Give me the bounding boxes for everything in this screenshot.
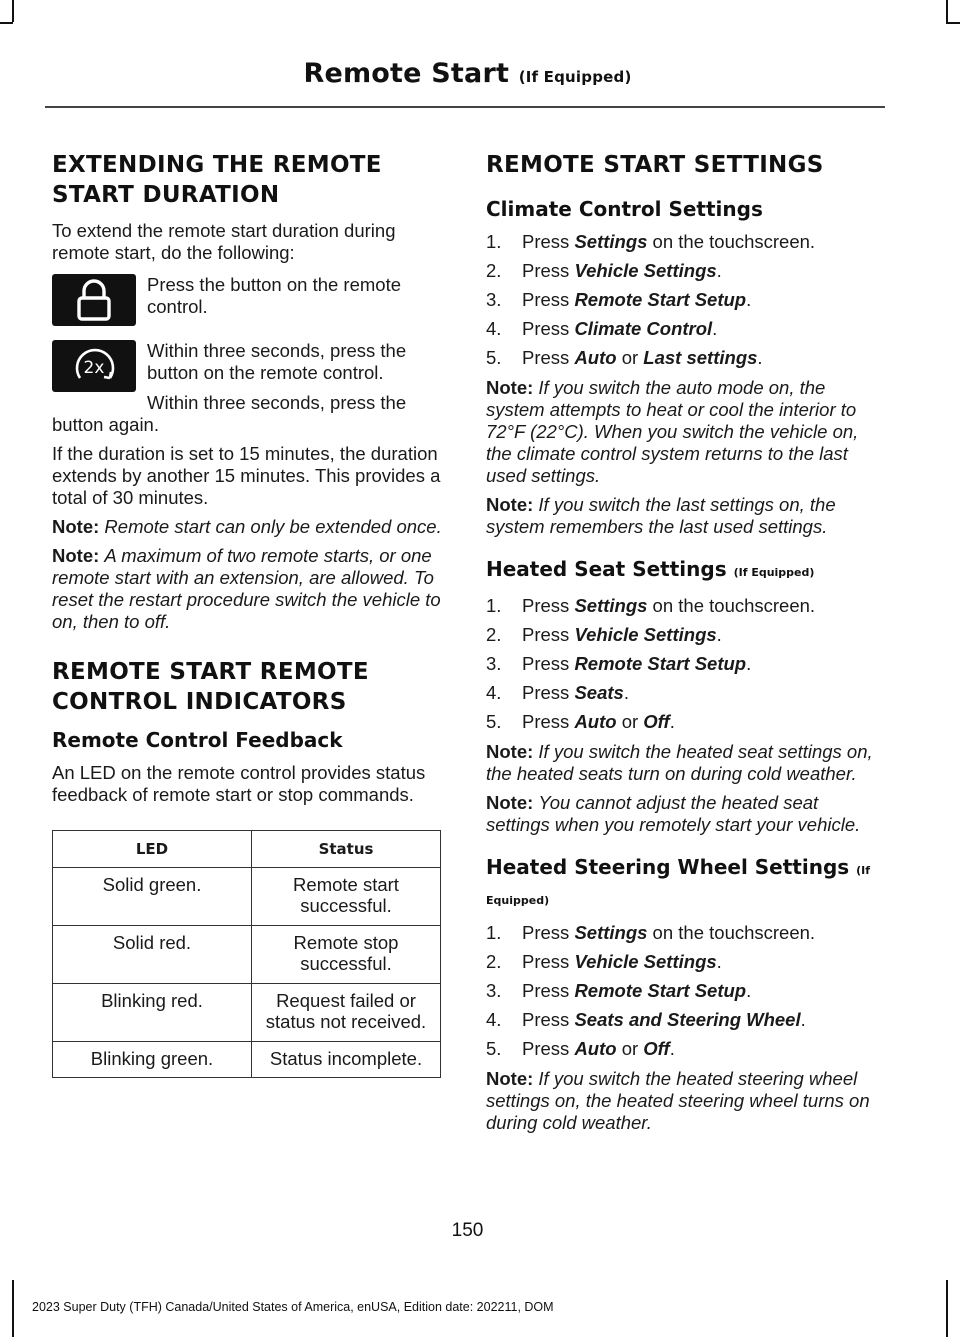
step-text: or	[616, 711, 644, 732]
heading-line: CONTROL INDICATORS	[52, 689, 347, 715]
list-item	[486, 289, 886, 311]
step-text: .	[716, 951, 722, 972]
table-cell-led: Blinking red.	[53, 984, 252, 1042]
step-text: Press	[522, 980, 575, 1001]
step-text: .	[716, 624, 722, 645]
header-divider	[45, 106, 885, 108]
press-twice-icon	[52, 340, 136, 392]
page-title-text: Remote Start	[303, 58, 510, 89]
step-text: Press	[522, 1038, 575, 1059]
right-column	[486, 150, 886, 1141]
step-text: or	[616, 1038, 644, 1059]
table-cell-status: Status incomplete.	[252, 1042, 441, 1078]
section-heading-settings: REMOTE START SETTINGS	[486, 152, 824, 178]
step-text: Press	[522, 289, 575, 310]
climate-steps	[486, 231, 886, 369]
note-label: Note:	[486, 494, 534, 515]
step-number: 5.	[486, 711, 502, 732]
step-emphasis: Remote Start Setup	[574, 289, 747, 310]
step-emphasis: Seats and Steering Wheel	[574, 1009, 801, 1030]
table-cell-status: Request failed or status not received.	[252, 984, 441, 1042]
subheading-text: Heated Steering Wheel Settings	[486, 855, 850, 879]
step-emphasis: Vehicle Settings	[574, 624, 717, 645]
list-item	[486, 682, 886, 704]
note-label: Note:	[486, 741, 534, 762]
step-number: 1.	[486, 231, 502, 252]
step-emphasis: Settings	[574, 922, 648, 943]
note-label: Note:	[52, 516, 100, 537]
step-emphasis: Vehicle Settings	[574, 951, 717, 972]
page-title-suffix: (If Equipped)	[518, 68, 632, 86]
note	[52, 545, 447, 633]
step-text: .	[746, 980, 752, 1001]
step-text: .	[669, 1038, 675, 1059]
list-item	[486, 951, 886, 973]
left-column	[52, 150, 447, 1078]
table-cell-led: Solid green.	[53, 868, 252, 926]
step-number: 1.	[486, 595, 502, 616]
step-text: on the touchscreen.	[647, 922, 816, 943]
step-text: or	[616, 347, 644, 368]
step-number: 2.	[486, 951, 502, 972]
subheading-suffix: Equipped)	[486, 894, 550, 907]
step-again	[52, 392, 447, 436]
table-cell-status: Remote start successful.	[252, 868, 441, 926]
step-text: on the touchscreen.	[647, 231, 816, 252]
crop-mark	[946, 1280, 948, 1337]
extend-intro: To extend the remote start duration during remote start, do the following:	[52, 220, 396, 263]
note-text: You cannot adjust the heated seat settings when you remotely start your vehicle.	[486, 792, 861, 835]
step-number: 3.	[486, 653, 502, 674]
step-text: Press	[522, 231, 575, 252]
press-twice-label: 2x	[83, 358, 105, 378]
step-text: Press	[522, 624, 575, 645]
subheading-wheel	[486, 854, 886, 914]
step-emphasis: Settings	[574, 231, 648, 252]
step-lock	[52, 274, 447, 326]
step-text: Press	[522, 260, 575, 281]
step-text: on the touchscreen.	[647, 595, 816, 616]
note-label: Note:	[486, 792, 534, 813]
crop-mark	[0, 22, 13, 24]
feedback-intro: An LED on the remote control provides status feedback of remote start or stop commands.	[52, 762, 426, 805]
note	[486, 1068, 886, 1134]
step-text: Press	[522, 595, 575, 616]
subheading-feedback: Remote Control Feedback	[52, 728, 343, 752]
step-emphasis: Auto	[574, 711, 617, 732]
list-item	[486, 347, 886, 369]
note	[52, 516, 447, 538]
step-number: 5.	[486, 347, 502, 368]
step-text: Press	[522, 711, 575, 732]
step-text: .	[757, 347, 763, 368]
subheading-text: Heated Seat Settings	[486, 557, 727, 581]
step-text: Press	[522, 682, 575, 703]
step-number: 4.	[486, 318, 502, 339]
page-number: 150	[451, 1220, 484, 1241]
note-label: Note:	[486, 1068, 534, 1089]
step-text: Within three seconds, press the button on the remote control.	[147, 340, 407, 383]
lock-icon	[52, 274, 136, 326]
table-row	[53, 1042, 441, 1078]
subheading-climate: Climate Control Settings	[486, 197, 763, 221]
table-header-status: Status	[252, 831, 441, 868]
duration-text: If the duration is set to 15 minutes, the duration extends by another 15 minutes. This provides a total of 30 minutes.	[52, 443, 441, 508]
led-status-table	[52, 830, 441, 1078]
list-item	[486, 711, 886, 733]
step-number: 2.	[486, 624, 502, 645]
wheel-steps	[486, 922, 886, 1060]
heading-line: REMOTE START REMOTE	[52, 659, 369, 685]
step-emphasis: Remote Start Setup	[574, 653, 747, 674]
step-text: Press	[522, 318, 575, 339]
step-text: Within three seconds, press the button again.	[52, 392, 407, 435]
step-number: 3.	[486, 289, 502, 310]
crop-mark	[12, 1280, 14, 1337]
step-emphasis: Climate Control	[574, 318, 713, 339]
note	[486, 377, 886, 487]
section-heading-indicators	[52, 657, 447, 717]
step-twice	[52, 340, 447, 392]
step-text: .	[746, 653, 752, 674]
subheading-seat	[486, 556, 886, 586]
step-text: .	[746, 289, 752, 310]
step-emphasis: Auto	[574, 1038, 617, 1059]
section-heading-extending	[52, 150, 447, 210]
step-emphasis: Seats	[574, 682, 624, 703]
list-item	[486, 260, 886, 282]
table-cell-status: Remote stop successful.	[252, 926, 441, 984]
note	[486, 741, 886, 785]
step-text: Press	[522, 347, 575, 368]
footer-text: 2023 Super Duty (TFH) Canada/United States of America, enUSA, Edition date: 202211, DOM	[32, 1300, 554, 1314]
note-text: If you switch the heated steering wheel settings on, the heated steering wheel turns on during cold weather.	[486, 1068, 870, 1133]
heading-line: EXTENDING THE REMOTE	[52, 152, 382, 178]
step-number: 3.	[486, 980, 502, 1001]
step-emphasis: Off	[643, 711, 670, 732]
step-emphasis: Off	[643, 1038, 670, 1059]
step-text: .	[623, 682, 629, 703]
crop-mark	[946, 22, 960, 24]
heading-line: START DURATION	[52, 182, 280, 208]
list-item	[486, 653, 886, 675]
subheading-suffix: (If	[856, 864, 871, 877]
step-text: Press	[522, 653, 575, 674]
step-text: .	[669, 711, 675, 732]
step-emphasis: Last settings	[643, 347, 758, 368]
crop-mark	[12, 0, 14, 22]
list-item	[486, 595, 886, 617]
step-emphasis: Auto	[574, 347, 617, 368]
table-header-led: LED	[53, 831, 252, 868]
note-text: A maximum of two remote starts, or one remote start with an extension, are allowed. To reset the restart procedure switch the vehicle to on, then to off.	[52, 545, 441, 632]
step-text: Press	[522, 951, 575, 972]
table-cell-led: Solid red.	[53, 926, 252, 984]
table-row	[53, 926, 441, 984]
step-emphasis: Remote Start Setup	[574, 980, 747, 1001]
note-text: If you switch the heated seat settings on, the heated seats turn on during cold weather.	[486, 741, 873, 784]
step-number: 4.	[486, 1009, 502, 1030]
step-number: 2.	[486, 260, 502, 281]
list-item	[486, 231, 886, 253]
note	[486, 494, 886, 538]
step-emphasis: Settings	[574, 595, 648, 616]
subheading-suffix: (If Equipped)	[733, 566, 815, 579]
step-text: .	[800, 1009, 806, 1030]
table-row	[53, 868, 441, 926]
step-text: .	[716, 260, 722, 281]
note	[486, 792, 886, 836]
step-emphasis: Vehicle Settings	[574, 260, 717, 281]
list-item	[486, 624, 886, 646]
step-number: 4.	[486, 682, 502, 703]
list-item	[486, 1009, 886, 1031]
seat-steps	[486, 595, 886, 733]
step-text: Press	[522, 922, 575, 943]
step-number: 5.	[486, 1038, 502, 1059]
list-item	[486, 1038, 886, 1060]
note-label: Note:	[486, 377, 534, 398]
list-item	[486, 318, 886, 340]
note-text: If you switch the auto mode on, the system attempts to heat or cool the interior to 72°F (22°C). When you switch the vehicle on, the climate control system returns to the last used settings.	[486, 377, 859, 486]
crop-mark	[946, 0, 948, 22]
table-cell-led: Blinking green.	[53, 1042, 252, 1078]
step-text: Press the button on the remote control.	[147, 274, 402, 317]
step-text: .	[712, 318, 718, 339]
list-item	[486, 980, 886, 1002]
list-item	[486, 922, 886, 944]
step-text: Press	[522, 1009, 575, 1030]
table-row	[53, 984, 441, 1042]
step-number: 1.	[486, 922, 502, 943]
note-label: Note:	[52, 545, 100, 566]
note-text: If you switch the last settings on, the system remembers the last used settings.	[486, 494, 836, 537]
page-title	[0, 58, 935, 89]
note-text: Remote start can only be extended once.	[104, 516, 442, 537]
